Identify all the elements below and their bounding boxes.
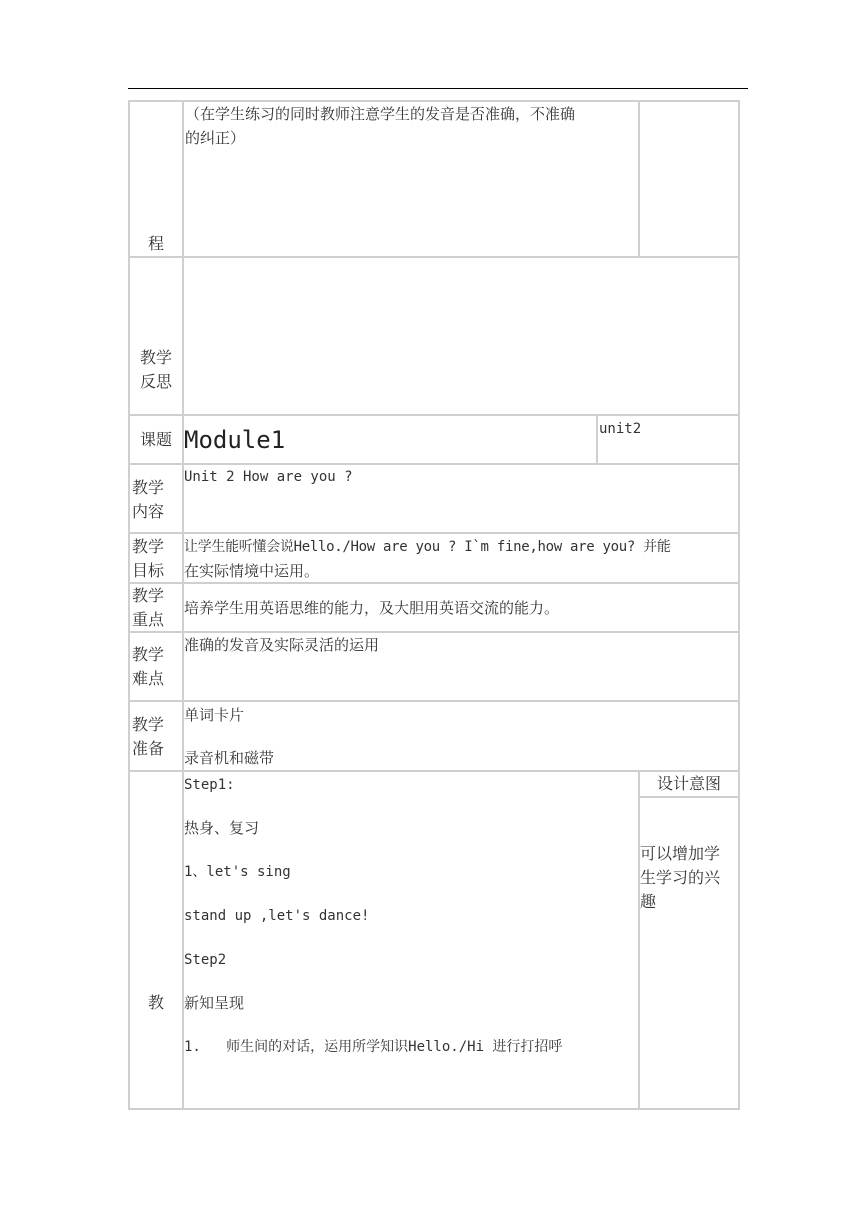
top-note-line2: 的纠正） bbox=[185, 129, 246, 147]
step-line-7: 1. 师生间的对话，运用所学知识Hello./Hi 进行打招呼 bbox=[184, 1039, 563, 1055]
prep-item-1: 单词卡片 bbox=[184, 706, 245, 724]
goal-label-line1: 教学 bbox=[131, 537, 164, 556]
step-line-6: 新知呈现 bbox=[184, 994, 245, 1012]
topic-value: Module1 bbox=[184, 426, 286, 454]
design-note-line1: 可以增加学 bbox=[640, 844, 721, 863]
step-line-2: 热身、复习 bbox=[184, 819, 260, 837]
content-value: Unit 2 How are you ? bbox=[184, 469, 353, 485]
reflection-content-cell bbox=[182, 256, 740, 416]
focus-label-line1: 教学 bbox=[131, 586, 164, 605]
content-label-line1: 教学 bbox=[131, 478, 164, 497]
prep-label-line1: 教学 bbox=[131, 715, 164, 734]
step-line-5: Step2 bbox=[184, 952, 227, 968]
design-note-line3: 趣 bbox=[640, 892, 657, 911]
step-line-3: 1、let's sing bbox=[184, 864, 291, 880]
focus-value: 培养学生用英语思维的能力，及大胆用英语交流的能力。 bbox=[184, 599, 560, 617]
process-label: 教 bbox=[147, 993, 164, 1012]
design-note-line2: 生学习的兴 bbox=[640, 868, 721, 887]
goal-label-line2: 目标 bbox=[131, 561, 164, 580]
reflection-label-line2: 反思 bbox=[139, 372, 172, 391]
topic-unit: unit2 bbox=[599, 421, 642, 437]
reflection-label-line1: 教学 bbox=[139, 348, 172, 367]
prep-label-line2: 准备 bbox=[131, 739, 164, 758]
topic-label: 课题 bbox=[139, 430, 172, 449]
focus-label-line2: 重点 bbox=[131, 610, 164, 629]
prep-item-2: 录音机和磁带 bbox=[184, 749, 275, 767]
goal-value-line2: 在实际情境中运用。 bbox=[184, 562, 320, 580]
top-section-label: 程 bbox=[147, 234, 164, 253]
difficulty-value: 准确的发音及实际灵活的运用 bbox=[184, 636, 380, 654]
difficulty-label-line1: 教学 bbox=[131, 645, 164, 664]
design-header: 设计意图 bbox=[656, 774, 721, 793]
step-line-4: stand up ,let's dance! bbox=[184, 908, 370, 924]
top-design-cell bbox=[638, 100, 740, 258]
content-label-line2: 内容 bbox=[131, 502, 164, 521]
step-line-1: Step1: bbox=[184, 777, 235, 793]
top-note-line1: （在学生练习的同时教师注意学生的发音是否准确，不准确 bbox=[185, 105, 576, 123]
header-rule bbox=[128, 88, 748, 89]
process-label-cell bbox=[128, 770, 184, 1110]
goal-value-line1: 让学生能听懂会说Hello./How are you ? I`m fine,how are you? 并能 bbox=[184, 539, 671, 555]
difficulty-label-line2: 难点 bbox=[131, 669, 164, 688]
